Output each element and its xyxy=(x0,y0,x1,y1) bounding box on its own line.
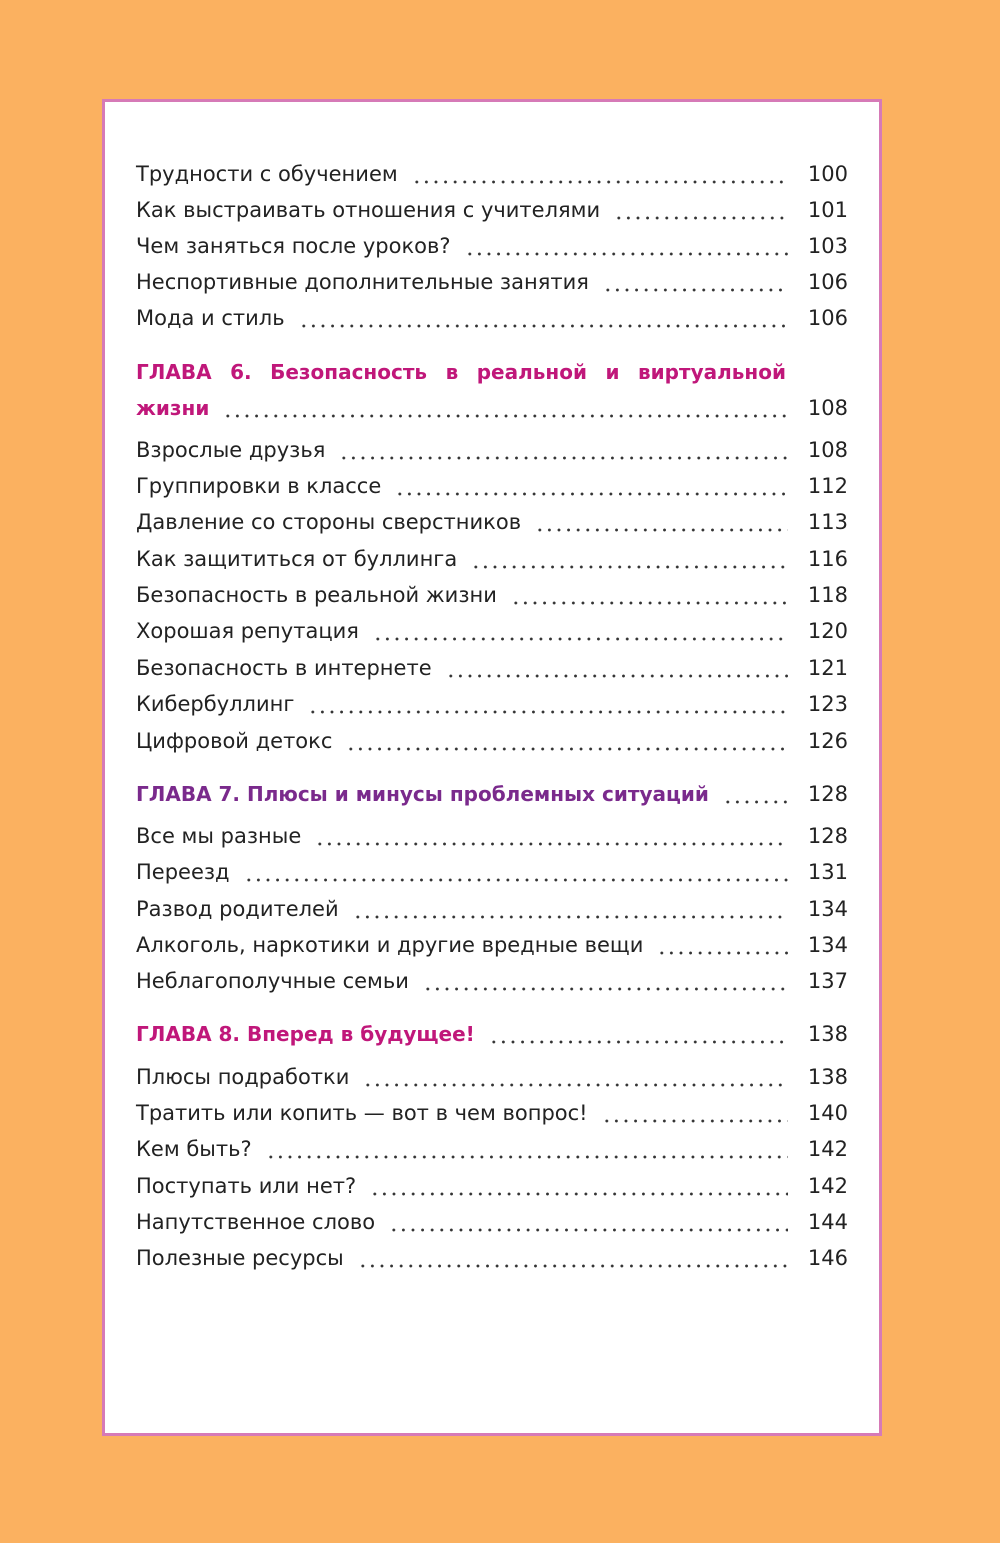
toc-entry[interactable]: Алкоголь, наркотики и другие вредные вещи 134 xyxy=(136,933,848,957)
dot-leader xyxy=(465,233,789,257)
dot-leader xyxy=(489,1021,788,1045)
dot-leader xyxy=(363,1064,788,1088)
dot-leader xyxy=(395,473,788,497)
dot-leader xyxy=(657,932,788,956)
dot-leader xyxy=(339,437,788,461)
dot-leader xyxy=(299,305,788,329)
toc-entry[interactable]: Мода и стиль 106 xyxy=(136,306,848,330)
dot-leader xyxy=(346,728,788,752)
dot-leader xyxy=(315,823,788,847)
dot-leader xyxy=(373,618,788,642)
toc-entry[interactable]: Переезд 131 xyxy=(136,860,848,884)
dot-leader xyxy=(244,859,788,883)
dot-leader xyxy=(389,1209,788,1233)
dot-leader xyxy=(423,968,788,992)
toc-entry[interactable]: Тратить или копить — вот в чем вопрос! 140 xyxy=(136,1101,848,1125)
toc-entry[interactable]: Неблагополучные семьи 137 xyxy=(136,969,848,993)
toc-entry[interactable]: Поступать или нет? 142 xyxy=(136,1174,848,1198)
chapter8-heading[interactable]: ГЛАВА 8. Вперед в будущее! 138 xyxy=(136,1022,848,1046)
toc-entry[interactable]: Развод родителей 134 xyxy=(136,897,848,921)
dot-leader xyxy=(446,655,788,679)
toc-entry[interactable]: Взрослые друзья 108 xyxy=(136,438,848,462)
toc-entry[interactable]: Полезные ресурсы 146 xyxy=(136,1246,848,1270)
chapter6-heading-line2[interactable]: жизни 108 xyxy=(136,396,848,420)
toc-entry[interactable]: Безопасность в интернете 121 xyxy=(136,656,848,680)
toc-entry[interactable]: Как защититься от буллинга 116 xyxy=(136,547,848,571)
toc-entry[interactable]: Как выстраивать отношения с учителями 101 xyxy=(136,198,848,222)
toc-entry[interactable]: Цифровой детокс 126 xyxy=(136,729,848,753)
toc-entry[interactable]: Безопасность в реальной жизни 118 xyxy=(136,583,848,607)
dot-leader xyxy=(511,582,788,606)
dot-leader xyxy=(614,197,788,221)
toc-entry[interactable]: Кибербуллинг 123 xyxy=(136,692,848,716)
toc-entry[interactable]: Неспортивные дополнительные занятия 106 xyxy=(136,270,848,294)
dot-leader xyxy=(471,546,788,570)
dot-leader xyxy=(603,269,788,293)
dot-leader xyxy=(602,1100,788,1124)
dot-leader xyxy=(370,1173,788,1197)
toc-entry[interactable]: Хорошая репутация 120 xyxy=(136,619,848,643)
toc-entry[interactable]: Все мы разные 128 xyxy=(136,824,848,848)
dot-leader xyxy=(266,1136,788,1160)
toc-entry[interactable]: Трудности с обучением 100 xyxy=(136,162,848,186)
dot-leader xyxy=(223,395,788,419)
toc-entry[interactable]: Кем быть? 142 xyxy=(136,1137,848,1161)
toc-entry[interactable]: Напутственное слово 144 xyxy=(136,1210,848,1234)
dot-leader xyxy=(723,781,788,805)
chapter6-heading-line1[interactable]: ГЛАВА 6. Безопасность в реальной и виртуальной xyxy=(136,360,786,384)
dot-leader xyxy=(412,161,788,185)
toc-entry[interactable]: Чем заняться после уроков? 103 xyxy=(136,234,848,258)
dot-leader xyxy=(353,896,788,920)
toc-entry[interactable]: Плюсы подработки 138 xyxy=(136,1065,848,1089)
dot-leader xyxy=(358,1245,788,1269)
toc-entry[interactable]: Давление со стороны сверстников 113 xyxy=(136,510,848,534)
dot-leader xyxy=(535,509,788,533)
dot-leader xyxy=(308,691,788,715)
toc-entry[interactable]: Группировки в классе 112 xyxy=(136,474,848,498)
chapter7-heading[interactable]: ГЛАВА 7. Плюсы и минусы проблемных ситуаций 128 xyxy=(136,782,848,806)
